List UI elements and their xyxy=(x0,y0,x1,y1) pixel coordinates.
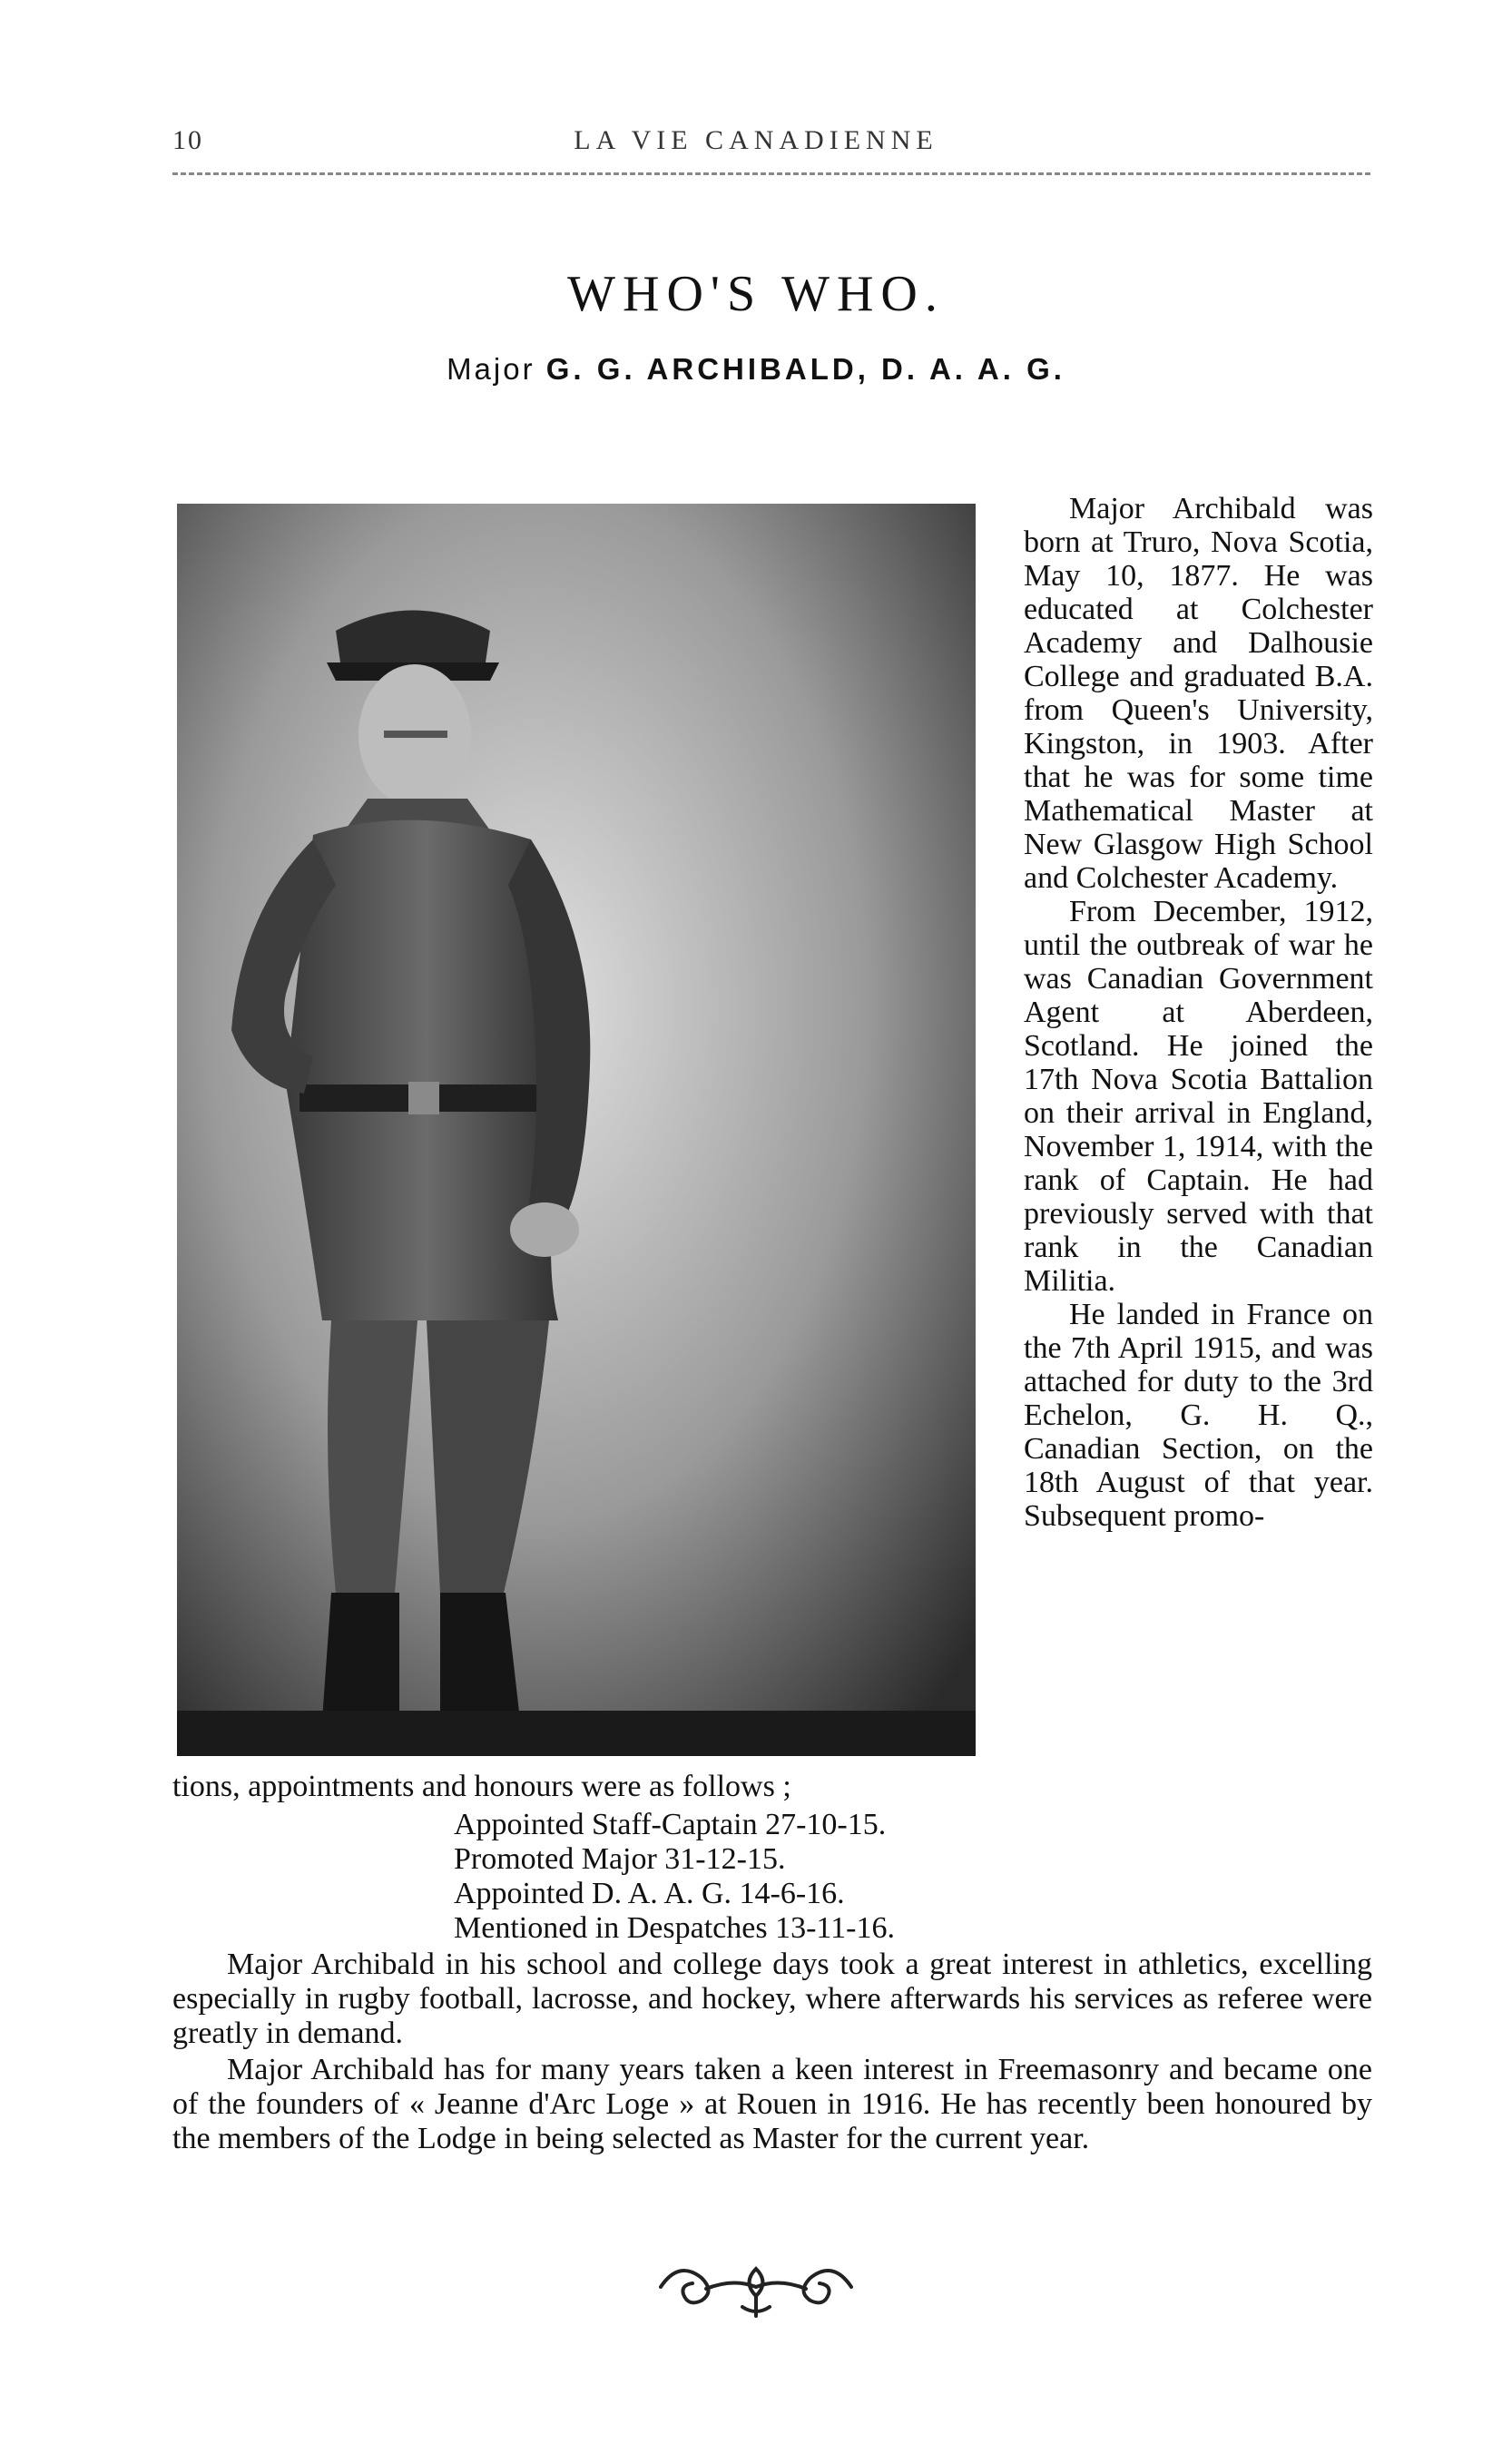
list-item: Appointed D. A. A. G. 14-6-16. xyxy=(454,1877,845,1910)
decorative-flourish-icon xyxy=(652,2251,860,2323)
portrait-photo-icon xyxy=(177,504,976,1756)
side-paragraph: He landed in France on the 7th April 1915, and was attached for duty to the 3rd Echelon, G. H. Q., Canadian Section, on the 18th August of that year. Subsequent promo- xyxy=(1024,1298,1373,1533)
page-number: 10 xyxy=(172,125,203,155)
list-item: Mentioned in Despatches 13-11-16. xyxy=(454,1911,895,1945)
side-paragraph: From December, 1912, until the outbreak of war he was Canadian Government Agent at Aberdeen, Scotland. He joined the 17th Nova Scotia Battalion on their arrival in England, November 1, 1914, with the rank of Captain. He had previously served with that rank in the Canadian Militia. xyxy=(1024,895,1373,1298)
header-rule xyxy=(172,172,1370,175)
portrait-photo xyxy=(177,504,976,1756)
list-item: Appointed Staff-Captain 27-10-15. xyxy=(454,1808,887,1841)
page-header xyxy=(0,125,1512,162)
side-column-text xyxy=(1024,492,1373,1533)
body-paragraph: Major Archibald in his school and college days took a great interest in athletics, excelling especially in rugby football, lacrosse, and hockey, where afterwards his services as referee were greatly in demand. xyxy=(172,1948,1372,2050)
article-title: WHO'S WHO. xyxy=(567,266,945,322)
side-paragraph: Major Archibald was born at Truro, Nova Scotia, May 10, 1877. He was educated at Colchester Academy and Dalhousie College and graduated B.A. from Queen's University, Kingston, in 1903. After that he was for some time Mathematical Master at New Glasgow High School and Colchester Academy. xyxy=(1024,492,1373,895)
body-paragraph: Major Archibald has for many years taken a keen interest in Freemasonry and became one of the founders of « Jeanne d'Arc Loge » at Rouen in 1916. He has recently been honoured by the members of the Lodge in being selected as Master for the current year. xyxy=(172,2053,1372,2155)
list-item: Promoted Major 31-12-15. xyxy=(454,1842,786,1876)
article-subtitle xyxy=(0,352,1512,387)
appointments-list xyxy=(454,1808,895,1946)
subtitle-rank: Major xyxy=(447,352,535,386)
running-title: LA VIE CANADIENNE xyxy=(574,125,938,155)
continuation-line: tions, appointments and honours were as follows ; xyxy=(172,1770,791,1803)
subtitle-name: G. G. ARCHIBALD, D. A. A. G. xyxy=(545,352,1065,386)
